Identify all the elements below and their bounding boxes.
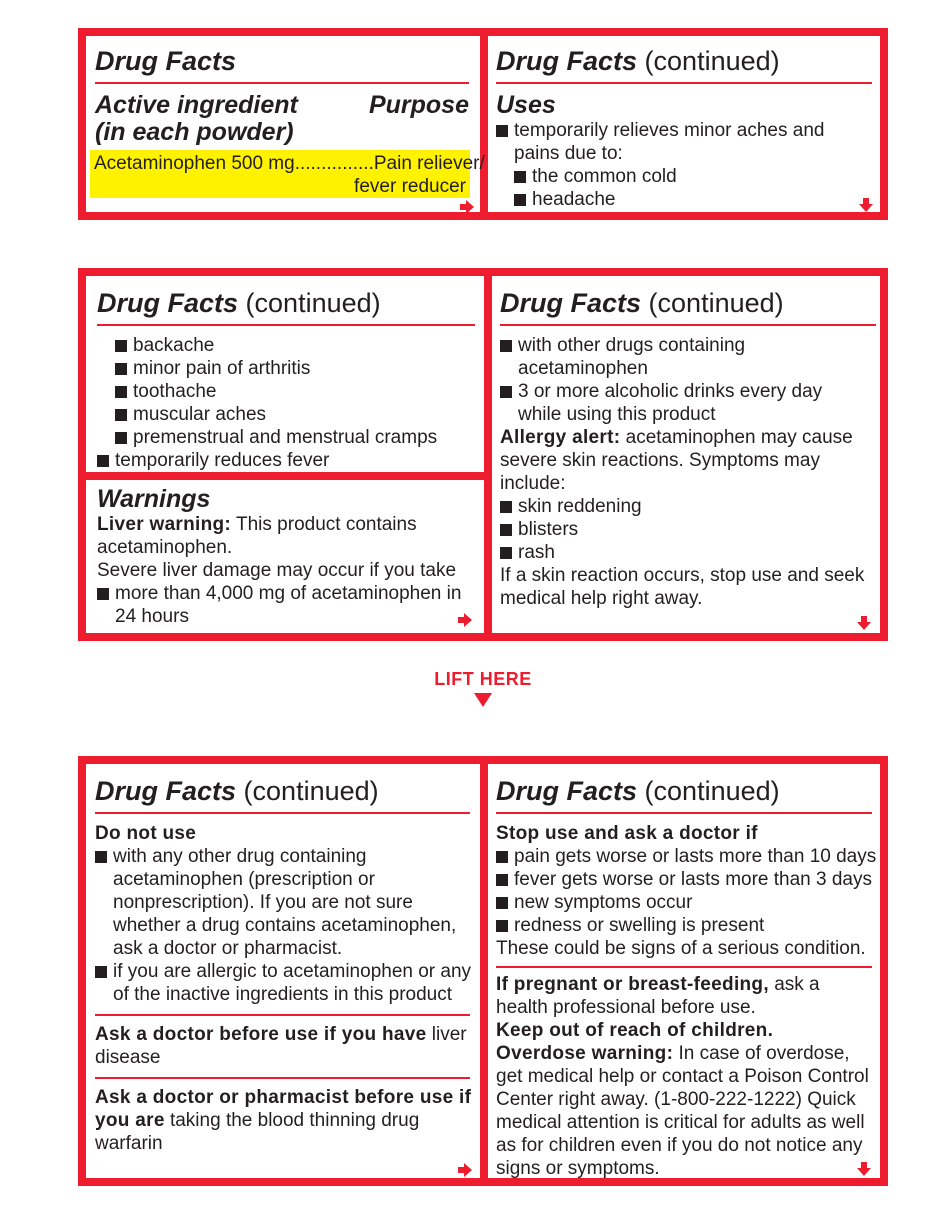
drug-facts-strip-1 <box>78 28 888 220</box>
allergy-alert: Allergy alert: acetaminophen may cause <box>500 427 853 448</box>
uses-sub-item: toothache <box>97 380 475 403</box>
panel-title: Drug Facts (continued) <box>97 288 381 318</box>
uses-sub-item: headache <box>496 188 872 211</box>
symptom-item: blisters <box>500 518 876 541</box>
do-not-use-bullet-cont: acetaminophen (prescription or <box>113 869 375 890</box>
stop-use-item: fever gets worse or lasts more than 3 days <box>496 868 872 891</box>
warning-bullet: 3 or more alcoholic drinks every day <box>500 380 876 403</box>
warning-bullet-cont: acetaminophen <box>518 358 648 379</box>
panel-divider <box>480 764 488 1178</box>
overdose-warning-cont: Center right away. (1-800-222-1222) Quick <box>496 1089 856 1110</box>
active-ingredient-subheading: (in each powder) <box>95 118 294 146</box>
uses-sub-item: premenstrual and menstrual cramps <box>97 426 475 449</box>
section-rule <box>496 966 872 968</box>
panel-title: Drug Facts (continued) <box>496 46 780 76</box>
title-rule <box>496 812 872 814</box>
pregnant-section: If pregnant or breast-feeding, ask a <box>496 974 820 995</box>
severe-liver-text: Severe liver damage may occur if you take <box>97 560 457 581</box>
drug-facts-strip-2 <box>78 268 888 641</box>
uses-item-1-cont: pains due to: <box>514 143 623 164</box>
panel-warnings <box>86 480 484 633</box>
panel-uses-continued <box>86 276 484 472</box>
ask-doctor-section-cont: disease <box>95 1047 161 1068</box>
panel-stop-use <box>488 764 880 1178</box>
warning-bullet: with other drugs containing <box>500 334 876 357</box>
active-ingredient-heading: Active ingredient <box>95 91 298 119</box>
keep-out-of-reach: Keep out of reach of children. <box>496 1020 774 1041</box>
arrow-down-icon <box>860 198 872 212</box>
arrow-down-icon <box>858 616 870 630</box>
allergy-alert-cont: severe skin reactions. Symptoms may <box>500 450 820 471</box>
panel-uses <box>488 36 880 212</box>
arrow-down-icon <box>858 1162 870 1176</box>
overdose-warning-cont: get medical help or contact a Poison Control <box>496 1066 869 1087</box>
do-not-use-bullet: if you are allergic to acetaminophen or any <box>95 960 470 983</box>
ingredient-highlight <box>90 150 485 198</box>
warning-bullet-cont: while using this product <box>518 404 716 425</box>
overdose-warning-cont: medical attention is critical for adults as well <box>496 1112 865 1133</box>
stop-use-item: redness or swelling is present <box>496 914 872 937</box>
symptom-item: rash <box>500 541 876 564</box>
arrow-right-icon <box>458 1164 472 1176</box>
title-rule <box>95 812 470 814</box>
warnings-heading: Warnings <box>97 485 211 513</box>
liver-warning: Liver warning: This product contains <box>97 514 417 535</box>
ask-pharmacist-section: you are taking the blood thinning drug <box>95 1110 420 1131</box>
ask-pharmacist-section-cont: warfarin <box>95 1133 163 1154</box>
section-rule <box>95 1014 470 1016</box>
arrow-right-icon <box>458 614 472 626</box>
liver-bullet-cont: 24 hours <box>115 606 189 627</box>
uses-sub-item: minor pain of arthritis <box>97 357 475 380</box>
ask-doctor-section: Ask a doctor before use if you have liver <box>95 1024 467 1045</box>
do-not-use-bullet-cont: whether a drug contains acetaminophen, <box>113 915 457 936</box>
uses-item-1: temporarily relieves minor aches and <box>496 119 872 142</box>
panel-do-not-use <box>86 764 480 1178</box>
stop-use-item: pain gets worse or lasts more than 10 days <box>496 845 872 868</box>
do-not-use-bullet-cont: of the inactive ingredients in this product <box>113 984 453 1005</box>
section-rule <box>95 1077 470 1079</box>
stop-use-item: new symptoms occur <box>496 891 872 914</box>
skin-reaction-text: If a skin reaction occurs, stop use and seek <box>500 565 865 586</box>
uses-sub-item: backache <box>97 334 475 357</box>
do-not-use-bullet-cont: nonprescription). If you are not sure <box>113 892 413 913</box>
ask-pharmacist-label: Ask a doctor or pharmacist before use if <box>95 1087 472 1108</box>
do-not-use-bullet-cont: ask a doctor or pharmacist. <box>113 938 343 959</box>
overdose-warning: Overdose warning: In case of overdose, <box>496 1043 850 1064</box>
lift-here-triangle-icon <box>474 693 492 707</box>
panel-warnings-continued <box>492 276 880 633</box>
title-rule <box>95 82 469 84</box>
uses-heading: Uses <box>496 91 556 119</box>
uses-sub-item: the common cold <box>496 165 872 188</box>
stop-use-heading: Stop use and ask a doctor if <box>496 823 758 844</box>
uses-sub-item: muscular aches <box>97 403 475 426</box>
title-rule <box>496 82 872 84</box>
lift-here-label[interactable]: LIFT HERE <box>434 669 532 689</box>
panel-title: Drug Facts (continued) <box>95 776 379 806</box>
allergy-alert-cont: include: <box>500 473 566 494</box>
uses-item-2: temporarily reduces fever <box>97 449 475 472</box>
liver-bullet: more than 4,000 mg of acetaminophen in <box>97 582 477 605</box>
panel-divider <box>480 36 488 212</box>
panel-title: Drug Facts (continued) <box>496 776 780 806</box>
liver-warning-cont: acetaminophen. <box>97 537 233 558</box>
ingredient-line: Acetaminophen 500 mg...............Pain reliever/ <box>94 153 485 174</box>
panel-divider <box>484 276 492 633</box>
serious-condition-text: These could be signs of a serious condition. <box>496 938 866 959</box>
panel-title: Drug Facts <box>95 46 237 76</box>
title-rule <box>97 324 475 326</box>
arrow-right-icon <box>460 201 474 213</box>
purpose-line-2: fever reducer <box>354 176 466 197</box>
purpose-heading: Purpose <box>368 91 469 119</box>
skin-reaction-text-cont: medical help right away. <box>500 588 703 609</box>
do-not-use-heading: Do not use <box>95 823 197 844</box>
panel-title: Drug Facts (continued) <box>500 288 784 318</box>
pregnant-section-cont: health professional before use. <box>496 997 756 1018</box>
panel-active-ingredient <box>86 36 485 212</box>
drug-facts-strip-3 <box>78 756 888 1186</box>
overdose-warning-cont: signs or symptoms. <box>496 1158 660 1179</box>
title-rule <box>500 324 876 326</box>
panel-hdivider <box>86 472 484 480</box>
do-not-use-bullet: with any other drug containing <box>95 845 470 868</box>
overdose-warning-cont: as for children even if you do not notice any <box>496 1135 863 1156</box>
symptom-item: skin reddening <box>500 495 876 518</box>
